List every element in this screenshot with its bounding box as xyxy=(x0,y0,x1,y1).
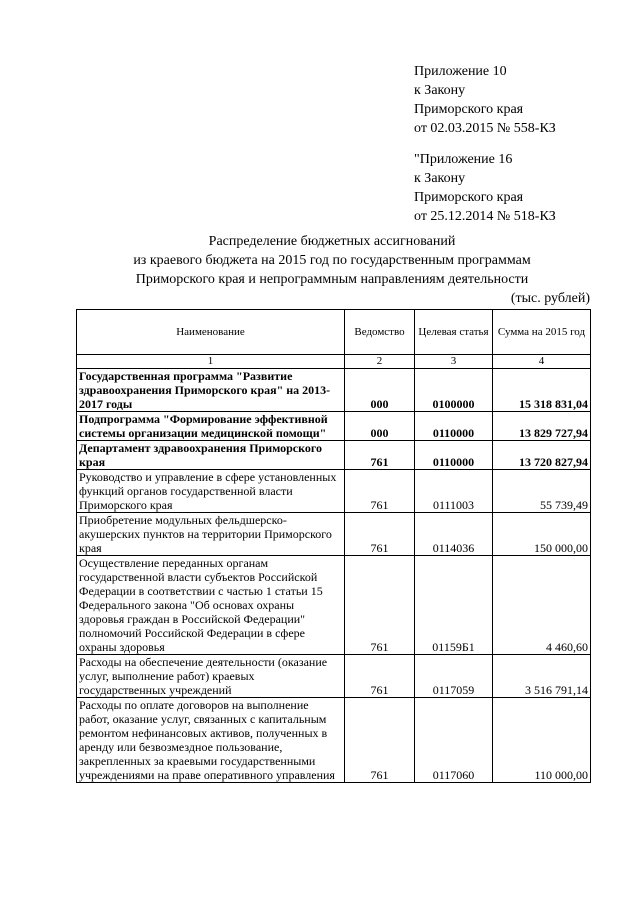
cell-sum: 55 739,49 xyxy=(493,470,591,513)
cell-dept: 761 xyxy=(345,441,415,470)
cell-name: Государственная программа "Развитие здравоохранения Приморского края" на 2013-2017 годы xyxy=(77,369,345,412)
cell-dept: 761 xyxy=(345,556,415,655)
appendix-line: от 25.12.2014 № 518-КЗ xyxy=(414,209,556,224)
appendix-line: к Закону xyxy=(414,83,466,98)
cell-name: Осуществление переданных органам государственной власти субъектов Российской Федерации в соответствии с частью 1 статьи 15 Федерального закона "Об основах охраны здоровья граждан в Российской Федерации" полномочий Российской Федерации в сфере охраны здоровья xyxy=(77,556,345,655)
table-row xyxy=(77,412,591,441)
cell-name: Руководство и управление в сфере установленных функций органов государственной власти Приморского края xyxy=(77,470,345,513)
cell-article: 0110000 xyxy=(415,441,493,470)
cell-name: Подпрограмма "Формирование эффективной системы организации медицинской помощи" xyxy=(77,412,345,441)
appendix-line: от 02.03.2015 № 558-КЗ xyxy=(414,121,556,136)
table-row xyxy=(77,556,591,655)
document-title xyxy=(0,232,640,289)
appendix-line: к Закону xyxy=(414,171,466,186)
cell-name: Департамент здравоохранения Приморского края xyxy=(77,441,345,470)
column-number: 3 xyxy=(415,355,493,369)
header-name: Наименование xyxy=(77,310,345,355)
cell-article: 0110000 xyxy=(415,412,493,441)
table-header-row xyxy=(77,310,591,355)
table-row xyxy=(77,441,591,470)
appendix-current-block xyxy=(414,62,556,138)
cell-dept: 761 xyxy=(345,698,415,783)
cell-article: 0114036 xyxy=(415,513,493,556)
table-row xyxy=(77,655,591,698)
cell-dept: 761 xyxy=(345,513,415,556)
appendix-original-block xyxy=(414,150,556,226)
cell-article: 0100000 xyxy=(415,369,493,412)
title-line: из краевого бюджета на 2015 год по государственным программам xyxy=(133,253,531,268)
cell-sum: 13 720 827,94 xyxy=(493,441,591,470)
cell-article: 0117060 xyxy=(415,698,493,783)
cell-sum: 150 000,00 xyxy=(493,513,591,556)
appendix-line: Приложение 10 xyxy=(414,64,507,79)
cell-dept: 000 xyxy=(345,412,415,441)
header-article: Целевая статья xyxy=(415,310,493,355)
title-line: Распределение бюджетных ассигнований xyxy=(208,234,456,249)
title-line: Приморского края и непрограммным направлениям деятельности xyxy=(135,272,529,287)
cell-sum: 4 460,60 xyxy=(493,556,591,655)
cell-name: Расходы по оплате договоров на выполнение работ, оказание услуг, связанных с капитальным ремонтом нефинансовых активов, полученных в аренду или безвозмездное пользование, закрепленных за краевыми государственными учреждениями на праве оперативного управления xyxy=(77,698,345,783)
header-sum: Сумма на 2015 год xyxy=(493,310,591,355)
table-row xyxy=(77,513,591,556)
cell-article: 0111003 xyxy=(415,470,493,513)
cell-sum: 15 318 831,04 xyxy=(493,369,591,412)
column-number: 4 xyxy=(493,355,591,369)
table-row xyxy=(77,369,591,412)
cell-sum: 110 000,00 xyxy=(493,698,591,783)
units-label: (тыс. рублей) xyxy=(510,291,590,306)
cell-dept: 000 xyxy=(345,369,415,412)
column-number: 2 xyxy=(345,355,415,369)
cell-name: Приобретение модульных фельдшерско-акушерских пунктов на территории Приморского края xyxy=(77,513,345,556)
header-dept: Ведомство xyxy=(345,310,415,355)
cell-article: 0117059 xyxy=(415,655,493,698)
appendix-line: Приморского края xyxy=(414,190,524,205)
column-number: 1 xyxy=(77,355,345,369)
cell-name: Расходы на обеспечение деятельности (оказание услуг, выполнение работ) краевых государственных учреждений xyxy=(77,655,345,698)
table-row xyxy=(77,470,591,513)
table-row xyxy=(77,698,591,783)
cell-article: 01159Б1 xyxy=(415,556,493,655)
table-column-numbers-row xyxy=(77,355,591,369)
cell-dept: 761 xyxy=(345,655,415,698)
budget-table xyxy=(76,309,591,783)
cell-sum: 3 516 791,14 xyxy=(493,655,591,698)
appendix-line: "Приложение 16 xyxy=(414,152,513,167)
cell-sum: 13 829 727,94 xyxy=(493,412,591,441)
appendix-line: Приморского края xyxy=(414,102,524,117)
cell-dept: 761 xyxy=(345,470,415,513)
